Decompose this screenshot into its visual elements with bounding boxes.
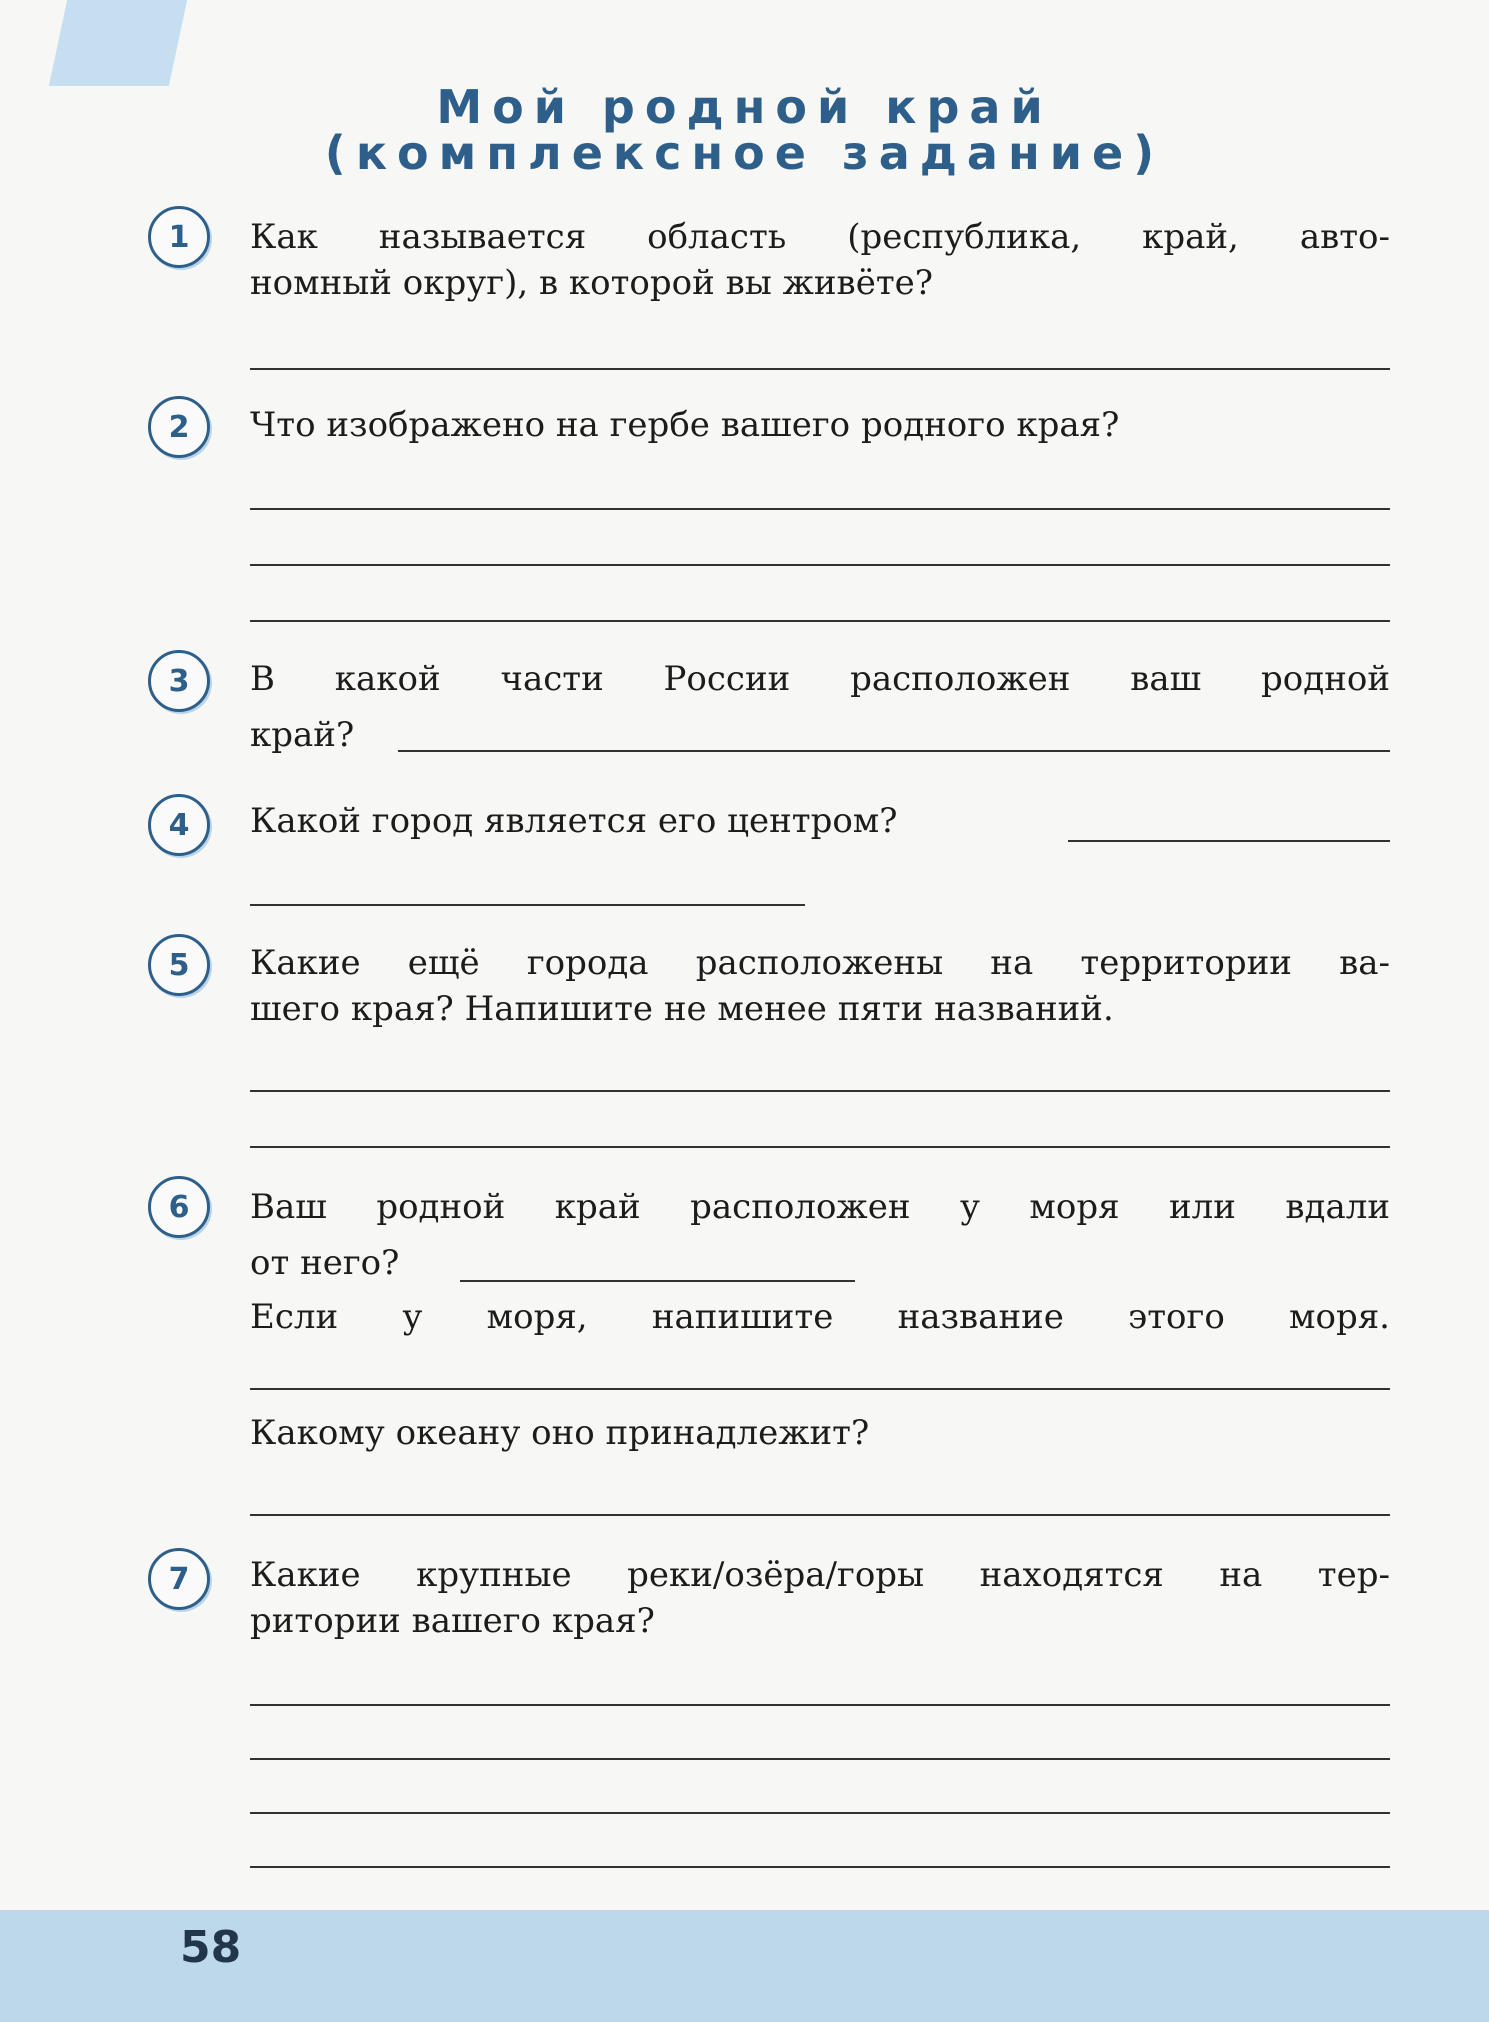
task-6-sea-question: Если у моря, напишите название этого моря.: [250, 1297, 1390, 1337]
task-7-text: Какие крупные реки/озёра/горы находятся на тер-: [250, 1555, 1390, 1595]
task-number-5: 5: [148, 934, 210, 996]
answer-line-1[interactable]: [250, 368, 1390, 370]
page-number: 58: [180, 1922, 242, 1973]
answer-line-6b[interactable]: [250, 1388, 1390, 1390]
page-subtitle: (комплексное задание): [324, 126, 1165, 180]
task-4-text: Какой город является его центром?: [250, 801, 898, 841]
task-3-text: В какой части России расположен ваш родной: [250, 659, 1390, 699]
task-number-6: 6: [148, 1176, 210, 1238]
answer-line-2a[interactable]: [250, 508, 1390, 510]
task-5-text-cont: шего края? Напишите не менее пяти названий.: [250, 989, 1114, 1029]
answer-line-3[interactable]: [398, 750, 1390, 752]
task-number-2: 2: [148, 396, 210, 458]
answer-line-7c[interactable]: [250, 1812, 1390, 1814]
page-title: Мой родной край: [436, 80, 1053, 134]
task-5-text: Какие ещё города расположены на территории ва-: [250, 943, 1390, 983]
corner-decoration: [49, 0, 187, 86]
task-7-text-cont: ритории вашего края?: [250, 1601, 655, 1641]
task-number-3: 3: [148, 650, 210, 712]
task-1-text-cont: номный округ), в которой вы живёте?: [250, 263, 933, 303]
answer-line-4b[interactable]: [250, 904, 805, 906]
task-6-text: Ваш родной край расположен у моря или вдали: [250, 1187, 1390, 1227]
task-number-7: 7: [148, 1548, 210, 1610]
answer-line-5a[interactable]: [250, 1090, 1390, 1092]
answer-line-5b[interactable]: [250, 1146, 1390, 1148]
task-6-text-cont: от него?: [250, 1243, 400, 1283]
task-1-text: Как называется область (республика, край, авто-: [250, 217, 1390, 257]
answer-line-6c[interactable]: [250, 1514, 1390, 1516]
answer-line-2c[interactable]: [250, 620, 1390, 622]
answer-line-6a[interactable]: [460, 1280, 855, 1282]
task-3-text-cont: край?: [250, 715, 355, 755]
task-2-text: Что изображено на гербе вашего родного края?: [250, 405, 1120, 445]
answer-line-7b[interactable]: [250, 1758, 1390, 1760]
task-6-ocean-question: Какому океану оно принадлежит?: [250, 1413, 870, 1453]
answer-line-7d[interactable]: [250, 1866, 1390, 1868]
answer-line-4a[interactable]: [1068, 840, 1390, 842]
answer-line-7a[interactable]: [250, 1704, 1390, 1706]
answer-line-2b[interactable]: [250, 564, 1390, 566]
task-number-4: 4: [148, 794, 210, 856]
task-number-1: 1: [148, 206, 210, 268]
